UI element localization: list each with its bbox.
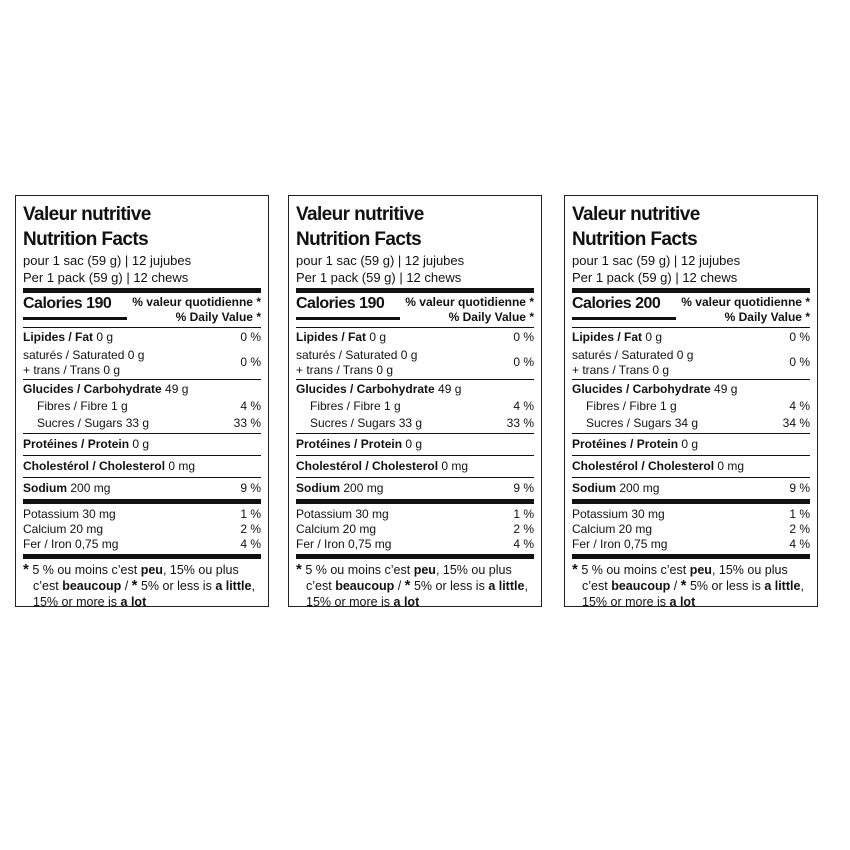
iron-dv: 4 % (789, 537, 810, 551)
fibre-line: Fibres / Fibre 1 g (586, 399, 677, 413)
iron-line: Fer / Iron 0,75 mg (572, 537, 668, 551)
protein-amount: 0 g (681, 437, 699, 451)
nutrition-facts-label (288, 195, 542, 607)
calories-underline (23, 317, 127, 320)
dv-header-fr: % valeur quotidienne * (405, 295, 534, 309)
title-fr: Valeur nutritive (572, 204, 700, 225)
cholesterol-label: Cholestérol / Cholesterol (23, 459, 166, 473)
footnote-line-3: 15% or more is a lot (582, 595, 696, 609)
calories-underline (572, 317, 676, 320)
serving-size-fr: pour 1 sac (59 g) | 12 jujubes (296, 253, 465, 268)
sugars-line: Sucres / Sugars 33 g (37, 416, 150, 430)
trans-line: + trans / Trans 0 g (23, 363, 121, 377)
fibre-row (23, 399, 261, 416)
sodium-label: Sodium (23, 481, 67, 495)
fat-label: Lipides / Fat (572, 330, 643, 344)
calories: Calories 190 (23, 295, 112, 312)
sat-trans-dv: 0 % (789, 355, 810, 369)
sodium-amount: 200 mg (619, 481, 660, 495)
dv-header-en: % Daily Value * (175, 310, 261, 324)
carb-label: Glucides / Carbohydrate (296, 382, 435, 396)
footnote-line-2: c’est beaucoup / * 5% or less is a little, (306, 577, 528, 594)
potassium-dv: 1 % (240, 507, 261, 521)
title-fr: Valeur nutritive (296, 204, 424, 225)
footnote-line-1: * 5 % ou moins c’est peu, 15% ou plus (23, 561, 239, 578)
footnote (23, 559, 261, 610)
fibre-row (572, 399, 810, 416)
carb-label: Glucides / Carbohydrate (23, 382, 162, 396)
sugars-line: Sucres / Sugars 33 g (310, 416, 423, 430)
iron-line: Fer / Iron 0,75 mg (23, 537, 119, 551)
fibre-row (296, 399, 534, 416)
cholesterol-row (23, 456, 261, 477)
sodium-amount: 200 mg (343, 481, 384, 495)
calcium-dv: 2 % (513, 522, 534, 536)
protein-amount: 0 g (132, 437, 150, 451)
iron-row (572, 537, 810, 554)
cholesterol-row (572, 456, 810, 477)
calcium-row (23, 522, 261, 537)
fibre-dv: 4 % (513, 399, 534, 413)
potassium-row (572, 504, 810, 522)
fibre-line: Fibres / Fibre 1 g (37, 399, 128, 413)
carb-amount: 49 g (714, 382, 738, 396)
sat-trans-row (572, 347, 810, 379)
sodium-row (572, 478, 810, 499)
carb-amount: 49 g (438, 382, 462, 396)
sugars-row (23, 416, 261, 433)
saturated-line: saturés / Saturated 0 g (572, 348, 694, 362)
sat-trans-row (23, 347, 261, 379)
iron-dv: 4 % (240, 537, 261, 551)
iron-line: Fer / Iron 0,75 mg (296, 537, 392, 551)
potassium-dv: 1 % (513, 507, 534, 521)
sugars-row (296, 416, 534, 433)
carb-amount: 49 g (165, 382, 189, 396)
cholesterol-amount: 0 mg (441, 459, 469, 473)
daily-value-header (681, 295, 810, 325)
sat-trans-dv: 0 % (240, 355, 261, 369)
cholesterol-label: Cholestérol / Cholesterol (572, 459, 715, 473)
potassium-line: Potassium 30 mg (572, 507, 665, 521)
footnote-line-2: c’est beaucoup / * 5% or less is a little, (582, 577, 804, 594)
calcium-line: Calcium 20 mg (296, 522, 377, 536)
sat-trans-dv: 0 % (513, 355, 534, 369)
fat-amount: 0 g (369, 330, 387, 344)
fibre-dv: 4 % (789, 399, 810, 413)
carb-label: Glucides / Carbohydrate (572, 382, 711, 396)
footnote (296, 559, 534, 610)
sodium-label: Sodium (296, 481, 340, 495)
sodium-amount: 200 mg (70, 481, 111, 495)
calcium-row (296, 522, 534, 537)
calcium-line: Calcium 20 mg (23, 522, 104, 536)
serving-size-en: Per 1 pack (59 g) | 12 chews (572, 270, 738, 285)
calories-underline (296, 317, 400, 320)
footnote-line-1: * 5 % ou moins c’est peu, 15% ou plus (572, 561, 788, 578)
carb-row (23, 380, 261, 399)
title-en: Nutrition Facts (572, 229, 698, 250)
fat-amount: 0 g (645, 330, 663, 344)
nutrition-facts-label (564, 195, 818, 607)
sugars-dv: 33 % (233, 416, 261, 430)
fat-row (23, 328, 261, 347)
calories: Calories 190 (296, 295, 385, 312)
cholesterol-row (296, 456, 534, 477)
footnote-line-3: 15% or more is a lot (306, 595, 420, 609)
calcium-dv: 2 % (789, 522, 810, 536)
protein-label: Protéines / Protein (296, 437, 403, 451)
fat-dv: 0 % (240, 330, 261, 344)
serving-size-en: Per 1 pack (59 g) | 12 chews (23, 270, 189, 285)
daily-value-header (405, 295, 534, 325)
calories-row (572, 293, 810, 327)
fat-row (296, 328, 534, 347)
footnote (572, 559, 810, 610)
sodium-row (23, 478, 261, 499)
cholesterol-amount: 0 mg (717, 459, 745, 473)
cholesterol-amount: 0 mg (168, 459, 196, 473)
nutrition-facts-label (15, 195, 269, 607)
calories-row (296, 293, 534, 327)
title-en: Nutrition Facts (296, 229, 422, 250)
calcium-line: Calcium 20 mg (572, 522, 653, 536)
potassium-dv: 1 % (789, 507, 810, 521)
fat-amount: 0 g (96, 330, 114, 344)
fat-dv: 0 % (789, 330, 810, 344)
fat-dv: 0 % (513, 330, 534, 344)
title-fr: Valeur nutritive (23, 204, 151, 225)
trans-line: + trans / Trans 0 g (572, 363, 670, 377)
title-en: Nutrition Facts (23, 229, 149, 250)
protein-label: Protéines / Protein (572, 437, 679, 451)
fibre-line: Fibres / Fibre 1 g (310, 399, 401, 413)
dv-header-fr: % valeur quotidienne * (681, 295, 810, 309)
protein-row (23, 434, 261, 455)
sugars-line: Sucres / Sugars 34 g (586, 416, 699, 430)
saturated-line: saturés / Saturated 0 g (296, 348, 418, 362)
sodium-label: Sodium (572, 481, 616, 495)
serving-size-fr: pour 1 sac (59 g) | 12 jujubes (572, 253, 741, 268)
iron-row (23, 537, 261, 554)
calcium-dv: 2 % (240, 522, 261, 536)
sodium-row (296, 478, 534, 499)
fat-label: Lipides / Fat (296, 330, 367, 344)
dv-header-en: % Daily Value * (448, 310, 534, 324)
iron-row (296, 537, 534, 554)
potassium-line: Potassium 30 mg (296, 507, 389, 521)
sugars-dv: 33 % (506, 416, 534, 430)
protein-row (296, 434, 534, 455)
dv-header-en: % Daily Value * (724, 310, 810, 324)
footnote-line-1: * 5 % ou moins c’est peu, 15% ou plus (296, 561, 512, 578)
fat-label: Lipides / Fat (23, 330, 94, 344)
sodium-dv: 9 % (240, 481, 261, 495)
footnote-line-3: 15% or more is a lot (33, 595, 147, 609)
potassium-line: Potassium 30 mg (23, 507, 116, 521)
calories: Calories 200 (572, 295, 661, 312)
sugars-dv: 34 % (782, 416, 810, 430)
footnote-line-2: c’est beaucoup / * 5% or less is a little, (33, 577, 255, 594)
calcium-row (572, 522, 810, 537)
sodium-dv: 9 % (789, 481, 810, 495)
trans-line: + trans / Trans 0 g (296, 363, 394, 377)
carb-row (572, 380, 810, 399)
daily-value-header (132, 295, 261, 325)
saturated-line: saturés / Saturated 0 g (23, 348, 145, 362)
sodium-dv: 9 % (513, 481, 534, 495)
fat-row (572, 328, 810, 347)
sugars-row (572, 416, 810, 433)
protein-label: Protéines / Protein (23, 437, 130, 451)
dv-header-fr: % valeur quotidienne * (132, 295, 261, 309)
potassium-row (23, 504, 261, 522)
calories-row (23, 293, 261, 327)
protein-amount: 0 g (405, 437, 423, 451)
serving-size-fr: pour 1 sac (59 g) | 12 jujubes (23, 253, 192, 268)
potassium-row (296, 504, 534, 522)
cholesterol-label: Cholestérol / Cholesterol (296, 459, 439, 473)
sat-trans-row (296, 347, 534, 379)
iron-dv: 4 % (513, 537, 534, 551)
fibre-dv: 4 % (240, 399, 261, 413)
protein-row (572, 434, 810, 455)
serving-size-en: Per 1 pack (59 g) | 12 chews (296, 270, 462, 285)
carb-row (296, 380, 534, 399)
